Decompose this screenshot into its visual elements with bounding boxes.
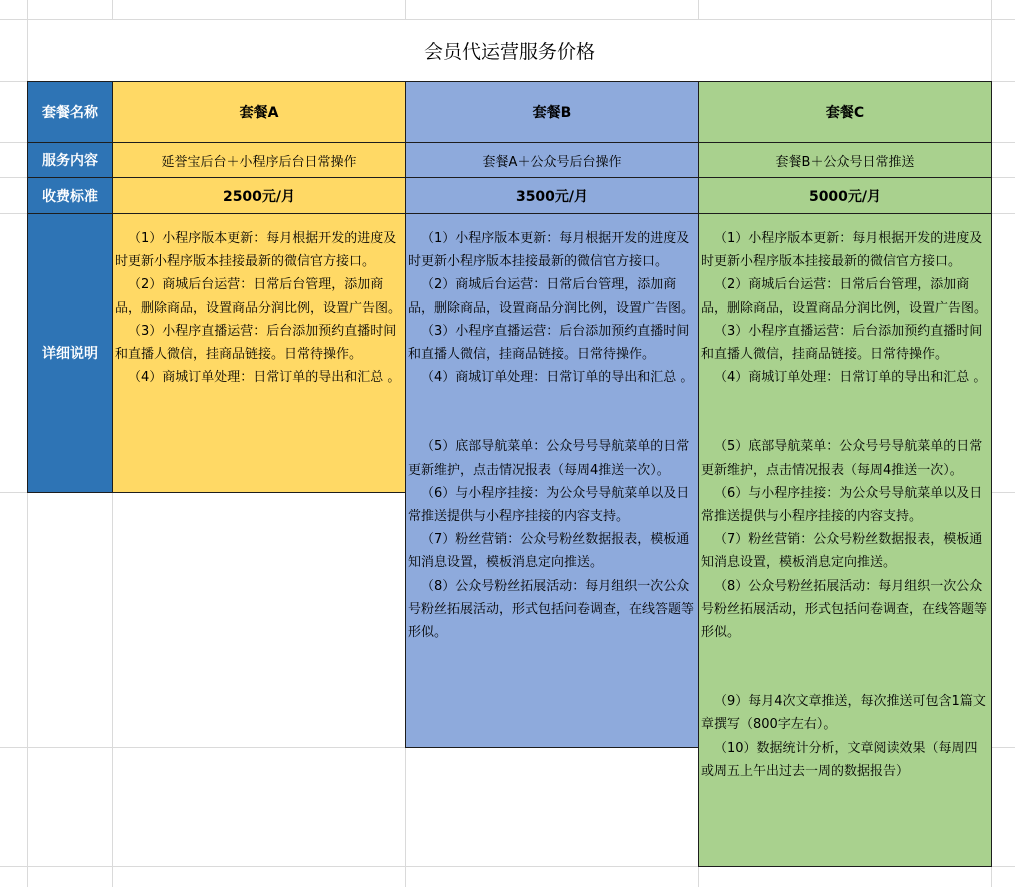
package-c-price: 5000元/月 [698, 177, 992, 214]
detail-item: （9）每月4次文章推送，每次推送可包含1篇文章撰写（800字左右）。 [701, 694, 986, 733]
sheet-title: 会员代运营服务价格 [28, 20, 991, 81]
detail-item: （8）公众号粉丝拓展活动：每月组织一次公众号粉丝拓展活动，形式包括问卷调查，在线答题等形似。 [408, 578, 695, 641]
detail-item: （5）底部导航菜单：公众号号导航菜单的日常更新维护，点击情况报表（每周4推送一次）。 [408, 439, 690, 478]
detail-item: （3）小程序直播运营：后台添加预约直播时间和直播人微信，挂商品链接。日常待操作。 [408, 323, 690, 363]
detail-item: （6）与小程序挂接：为公众号导航菜单以及日常推送提供与小程序挂接的内容支持。 [408, 485, 690, 525]
detail-item: （3）小程序直播运营：后台添加预约直播时间和直播人微信，挂商品链接。日常待操作。 [115, 323, 397, 363]
detail-item: （5）底部导航菜单：公众号号导航菜单的日常更新维护，点击情况报表（每周4推送一次）。 [701, 439, 983, 478]
package-c-details [698, 213, 992, 867]
detail-item: （7）粉丝营销：公众号粉丝数据报表，模板通知消息设置，模板消息定向推送。 [408, 532, 690, 571]
detail-item: （1）小程序版本更新：每月根据开发的进度及时更新小程序版本挂接最新的微信官方接口。 [701, 231, 983, 270]
label-service: 服务内容 [27, 142, 113, 178]
detail-item: （4）商城订单处理：日常订单的导出和汇总 。 [128, 370, 401, 386]
package-b-name: 套餐B [405, 81, 699, 143]
package-b-service: 套餐A＋公众号后台操作 [405, 142, 699, 178]
detail-item: （1）小程序版本更新：每月根据开发的进度及时更新小程序版本挂接最新的微信官方接口。 [115, 231, 397, 270]
spacer [701, 644, 989, 667]
detail-item: （1）小程序版本更新：每月根据开发的进度及时更新小程序版本挂接最新的微信官方接口。 [408, 231, 690, 270]
detail-item: （2）商城后台运营：日常后台管理，添加商品，删除商品，设置商品分润比例，设置广告图。 [408, 277, 695, 316]
package-b-price: 3500元/月 [405, 177, 699, 214]
detail-item: （8）公众号粉丝拓展活动：每月组织一次公众号粉丝拓展活动，形式包括问卷调查，在线答题等形似。 [701, 578, 988, 641]
detail-item: （7）粉丝营销：公众号粉丝数据报表，模板通知消息设置，模板消息定向推送。 [701, 532, 983, 571]
spacer [701, 667, 989, 690]
package-a-service: 延誉宝后台＋小程序后台日常操作 [112, 142, 406, 178]
spacer [701, 389, 989, 412]
detail-item: （10）数据统计分析，文章阅读效果（每周四或周五上午出过去一周的数据报告） [701, 740, 978, 779]
package-c-name: 套餐C [698, 81, 992, 143]
label-price: 收费标准 [27, 177, 113, 214]
package-a-details [112, 213, 406, 493]
detail-item: （4）商城订单处理：日常订单的导出和汇总 。 [714, 370, 987, 386]
detail-item: （6）与小程序挂接：为公众号导航菜单以及日常推送提供与小程序挂接的内容支持。 [701, 485, 983, 525]
spacer [701, 412, 989, 435]
label-details: 详细说明 [27, 213, 113, 493]
detail-item: （3）小程序直播运营：后台添加预约直播时间和直播人微信，挂商品链接。日常待操作。 [701, 323, 983, 363]
label-package-name: 套餐名称 [27, 81, 113, 143]
package-a-price: 2500元/月 [112, 177, 406, 214]
package-a-name: 套餐A [112, 81, 406, 143]
detail-item: （2）商城后台运营：日常后台管理，添加商品，删除商品，设置商品分润比例，设置广告图。 [115, 277, 402, 316]
spacer [408, 412, 696, 435]
package-b-details [405, 213, 699, 748]
package-c-service: 套餐B＋公众号日常推送 [698, 142, 992, 178]
detail-item: （4）商城订单处理：日常订单的导出和汇总 。 [421, 370, 694, 386]
spacer [408, 389, 696, 412]
detail-item: （2）商城后台运营：日常后台管理，添加商品，删除商品，设置商品分润比例，设置广告图。 [701, 277, 988, 316]
